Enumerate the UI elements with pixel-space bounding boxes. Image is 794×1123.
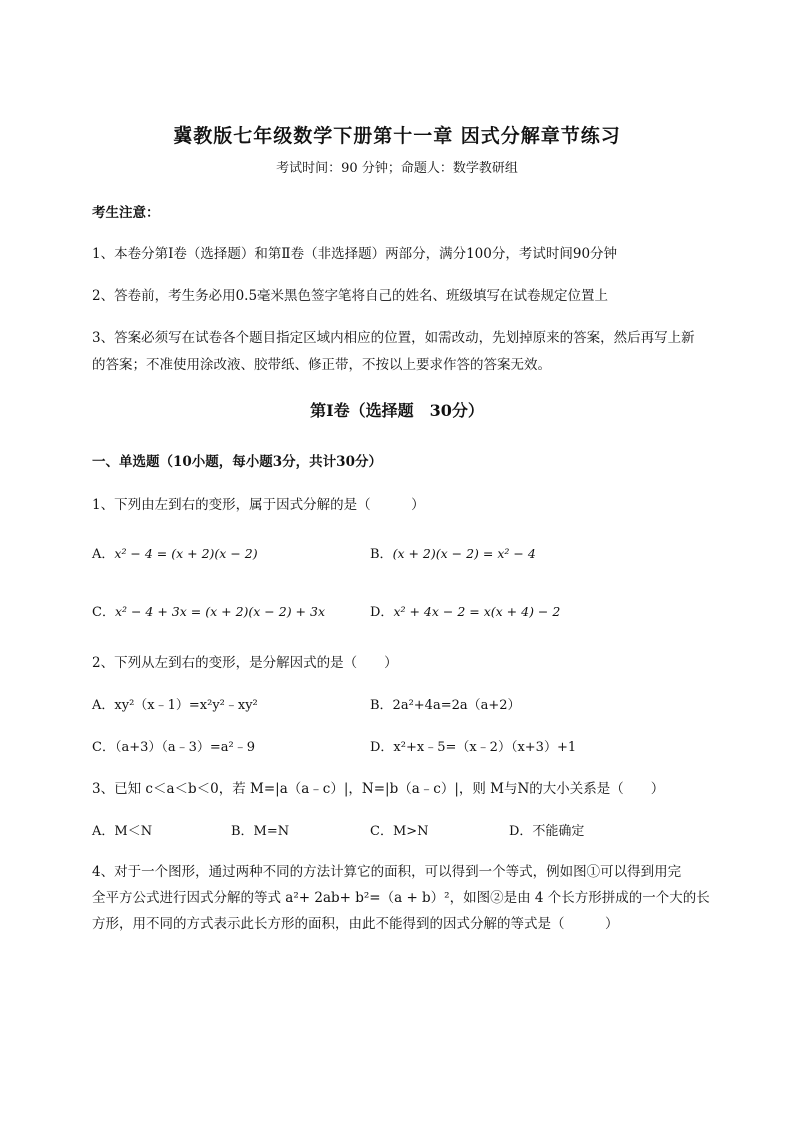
question-2-option-b: B．2a²+4a=2a（a+2） — [370, 698, 521, 713]
document-title: 冀教版七年级数学下册第十一章 因式分解章节练习 — [173, 125, 621, 147]
question-3-option-a: A．M＜N — [92, 824, 153, 839]
note-item-3: 3、答案必须写在试卷各个题目指定区域内相应的位置，如需改动，先划掉原来的答案，然后再写上新 — [92, 330, 695, 346]
question-2-stem: 2、下列从左到右的变形，是分解因式的是（ ） — [92, 655, 398, 671]
question-1-option-c — [92, 601, 325, 620]
notes-heading: 考生注意： — [92, 205, 160, 221]
option-text: x² − 4 = (x + 2)(x − 2) — [114, 546, 258, 561]
option-label: D． — [370, 605, 394, 620]
exam-info: 考试时间：90 分钟；命题人：数学教研组 — [276, 161, 518, 176]
question-1-option-d — [370, 601, 560, 620]
question-2-option-a: A．xy²（x﹣1）=x²y²﹣xy² — [92, 698, 258, 713]
section-title: 第Ⅰ卷（选择题 30分） — [310, 401, 484, 420]
question-3-option-c: C．M>N — [370, 824, 429, 839]
question-1-stem: 1、下列由左到右的变形，属于因式分解的是（ ） — [92, 497, 425, 513]
question-3-option-d: D．不能确定 — [509, 824, 585, 839]
question-4-line-3: 方形，用不同的方式表示此长方形的面积，由此不能得到的因式分解的等式是（ ） — [92, 916, 619, 932]
option-text: (x + 2)(x − 2) = x² − 4 — [392, 546, 536, 561]
option-label: B． — [370, 547, 393, 562]
note-item-1: 1、本卷分第Ⅰ卷（选择题）和第Ⅱ卷（非选择题）两部分，满分100分，考试时间90分钟 — [92, 246, 618, 262]
option-text: x² + 4x − 2 = x(x + 4) − 2 — [393, 604, 561, 619]
question-4-line-2: 全平方公式进行因式分解的等式 a²+ 2ab+ b²=（a + b）²，如图②是由 4 个长方形拼成的一个大的长 — [92, 890, 710, 906]
note-item-2: 2、答卷前，考生务必用0.5毫米黑色签字笔将自己的姓名、班级填写在试卷规定位置上 — [92, 288, 609, 304]
question-3-option-b: B．M=N — [231, 824, 290, 839]
option-label: C． — [92, 605, 115, 620]
part-heading: 一、单选题（10小题，每小题3分，共计30分） — [92, 454, 382, 470]
question-4-line-1: 4、对于一个图形，通过两种不同的方法计算它的面积，可以得到一个等式，例如图①可以得到用完 — [92, 864, 682, 880]
note-item-3-cont: 的答案；不准使用涂改液、胶带纸、修正带，不按以上要求作答的答案无效。 — [92, 357, 551, 373]
question-3-stem: 3、已知 c＜a＜b＜0，若 M=|a（a﹣c）|，N=|b（a﹣c）|，则 M与N的大小关系是（ ） — [92, 781, 665, 797]
question-2-option-c: C．（a+3）（a﹣3）=a²﹣9 — [92, 740, 256, 755]
question-2-option-d: D．x²+x﹣5=（x﹣2）（x+3）+1 — [370, 740, 577, 755]
question-1-option-a — [92, 543, 258, 562]
option-text: x² − 4 + 3x = (x + 2)(x − 2) + 3x — [114, 604, 326, 619]
option-label: A． — [92, 547, 115, 562]
question-1-option-b — [370, 543, 536, 562]
